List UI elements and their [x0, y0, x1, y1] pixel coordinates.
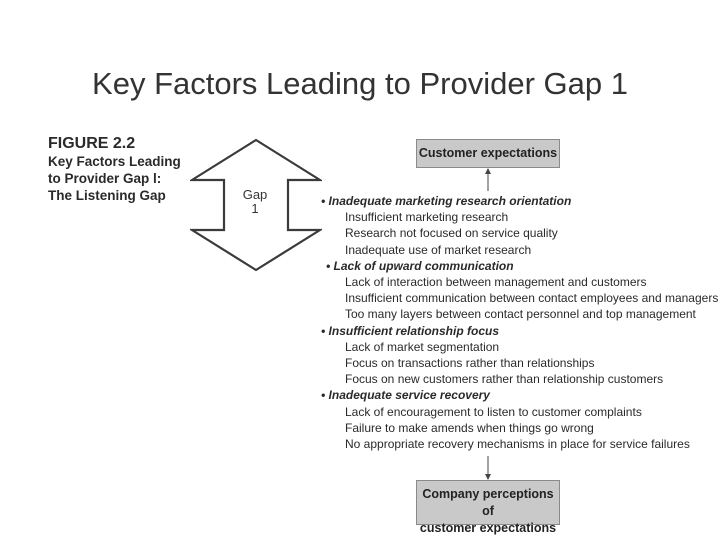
factor-item: Research not focused on service quality — [345, 226, 558, 241]
factor-heading: • Insufficient relationship focus — [321, 323, 500, 338]
company-perceptions-line2: customer expectations — [419, 521, 557, 535]
gap-label — [233, 188, 277, 216]
downward-arrow-connector — [482, 456, 494, 481]
factor-heading: • Inadequate marketing research orientation — [321, 194, 572, 208]
factors-list — [321, 193, 718, 452]
factor-item: Lack of encouragement to listen to customer complaints — [345, 404, 642, 419]
factor-item: Failure to make amends when things go wrong — [345, 420, 594, 435]
factor-heading: • Lack of upward communication — [326, 258, 514, 273]
slide-title: Key Factors Leading to Provider Gap 1 — [92, 66, 628, 101]
company-perceptions-box — [416, 480, 560, 535]
factor-heading: • Inadequate service recovery — [321, 388, 490, 403]
upward-arrow-connector — [482, 168, 494, 192]
factor-item: Focus on new customers rather than relationship customers — [345, 372, 664, 387]
factor-group — [321, 387, 718, 452]
gap-label-number: 1 — [251, 201, 259, 216]
factor-group — [321, 323, 718, 388]
factor-item: Too many layers between contact personnel and top management — [345, 307, 696, 322]
factor-item: Lack of market segmentation — [345, 339, 500, 354]
factor-group — [321, 258, 718, 323]
figure-caption — [48, 135, 181, 204]
factor-item: Inadequate use of market research — [345, 242, 532, 257]
gap-label-text: Gap — [242, 187, 268, 202]
factor-item: Insufficient communication between contact employees and managers — [345, 291, 719, 306]
caption-line: The Listening Gap — [48, 188, 166, 203]
factor-item: Lack of interaction between management and customers — [345, 275, 647, 290]
factor-item: Focus on transactions rather than relationships — [345, 356, 595, 371]
caption-line: Key Factors Leading — [48, 154, 181, 169]
factor-group — [321, 193, 718, 258]
company-perceptions-line1: Company perceptions of — [422, 487, 554, 518]
factor-item: No appropriate recovery mechanisms in place for service failures — [345, 437, 690, 452]
caption-line: to Provider Gap l: — [48, 171, 162, 186]
upward-arrow-head — [485, 168, 491, 174]
figure-number: FIGURE 2.2 — [48, 135, 136, 152]
factor-item: Insufficient marketing research — [345, 210, 509, 225]
customer-expectations-box: Customer expectations — [416, 139, 560, 168]
